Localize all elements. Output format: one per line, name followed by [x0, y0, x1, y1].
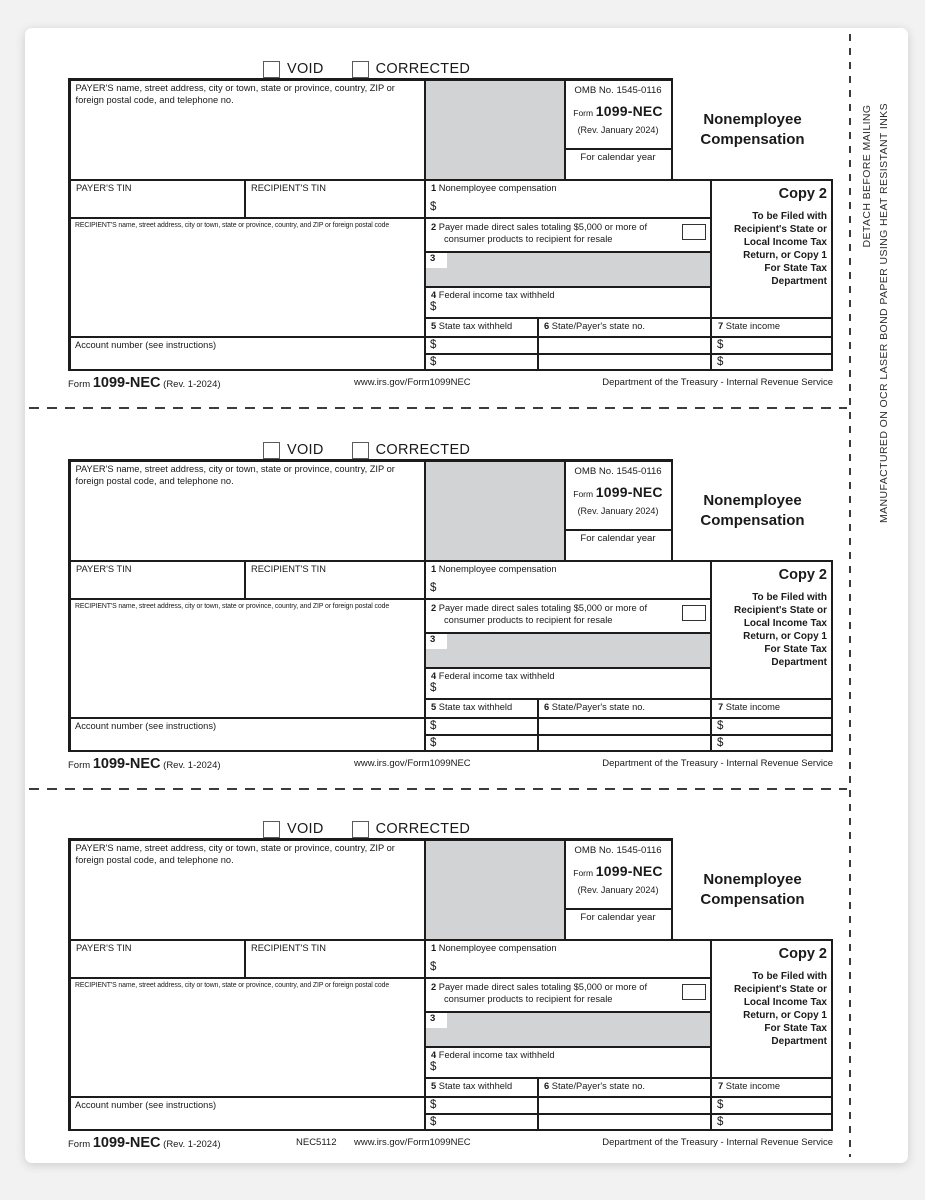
footer-department: Department of the Treasury - Internal Revenue Service	[602, 758, 833, 769]
copy-label: Copy 2	[778, 946, 827, 962]
payer-name-label: PAYER'S name, street address, city or town, state or province, country, ZIP or foreign postal code, and telephone no.	[75, 843, 395, 865]
form-footer	[68, 1133, 833, 1153]
footer-form-word: Form	[68, 1139, 91, 1150]
box4-field[interactable]	[426, 668, 710, 697]
void-corrected-row	[263, 820, 470, 838]
vertical-perforation-line	[849, 34, 851, 1157]
form-code: NEC5112	[296, 1137, 337, 1148]
copy2-block	[712, 941, 827, 1075]
box5-entry-row2[interactable]: $	[430, 356, 437, 368]
form-number: 1099-NEC	[595, 862, 663, 879]
border-line	[425, 1077, 833, 1079]
border-line	[537, 317, 539, 371]
payer-tin-field[interactable]	[71, 940, 243, 976]
box5-entry-row1[interactable]: $	[430, 720, 437, 732]
copy-statement-line: To be Filed with	[752, 592, 827, 604]
detach-before-mailing-note: DETACH BEFORE MAILING	[861, 104, 873, 248]
box7-entry-row1[interactable]: $	[717, 1099, 724, 1111]
box3-number: 3	[426, 1013, 447, 1028]
omb-box	[565, 463, 671, 529]
form-table	[68, 78, 833, 371]
border-line	[537, 698, 539, 752]
calendar-year-label: For calendar year	[580, 152, 656, 163]
horizontal-perforation-line-1	[29, 407, 847, 409]
box7-entry-row1[interactable]: $	[717, 339, 724, 351]
box2-checkbox[interactable]	[682, 605, 706, 621]
box1-field[interactable]	[426, 561, 710, 597]
border-line	[565, 908, 672, 910]
border-line	[425, 353, 833, 355]
form-word: Form	[573, 867, 594, 878]
recipient-name-label: RECIPIENT'S name, street address, city or town, state or province, country, and ZIP or foreign postal code	[75, 222, 390, 229]
box6-label-cell	[539, 702, 709, 718]
corrected-label: CORRECTED	[375, 442, 471, 458]
void-checkbox[interactable]	[263, 821, 280, 838]
border-line	[671, 78, 673, 179]
form-title	[672, 80, 833, 179]
copy-statement-line: Local Income Tax	[743, 237, 827, 249]
border-line	[425, 698, 833, 700]
account-number-label: Account number (see instructions)	[75, 721, 217, 731]
copy2-block	[712, 181, 827, 315]
box4-number: 4	[431, 671, 437, 681]
copy-statement-line: For State Tax	[764, 263, 827, 275]
box2-label-line1: Payer made direct sales totaling $5,000 or more of	[438, 603, 648, 613]
box4-label: Federal income tax withheld	[438, 671, 555, 681]
form-title	[672, 840, 833, 939]
border-line	[565, 148, 672, 150]
box6-entry-row1[interactable]	[539, 719, 709, 734]
box2-label-line1: Payer made direct sales totaling $5,000 or more of	[438, 222, 648, 232]
box4-dollar-sign: $	[430, 1060, 437, 1073]
border-line	[564, 459, 566, 560]
shaded-box-top	[425, 838, 565, 939]
border-line	[710, 939, 712, 1131]
box5-label-cell	[426, 702, 536, 718]
void-corrected-row	[263, 441, 470, 459]
border-line	[244, 560, 246, 598]
calendar-year-field[interactable]	[565, 148, 671, 179]
box4-field[interactable]	[426, 287, 710, 316]
border-line	[425, 286, 711, 288]
box2-checkbox[interactable]	[682, 224, 706, 240]
form-1099-nec-copy	[68, 443, 833, 775]
box7-label-cell	[713, 702, 831, 718]
recipient-name-label: RECIPIENT'S name, street address, city or town, state or province, country, and ZIP or foreign postal code	[75, 603, 390, 610]
corrected-checkbox[interactable]	[352, 61, 369, 78]
form-number: 1099-NEC	[595, 102, 663, 119]
box2-label-line2: consumer products to recipient for resale	[444, 233, 613, 244]
copy-statement-line: Return, or Copy 1	[743, 1010, 827, 1022]
footer-form-word: Form	[68, 379, 91, 390]
form-title-line1: Nonemployee	[703, 111, 802, 128]
border-line	[831, 560, 834, 752]
box6-label: State/Payer's state no.	[551, 1081, 646, 1091]
border-line	[425, 1113, 833, 1115]
box2-label-line1: Payer made direct sales totaling $5,000 or more of	[438, 982, 648, 992]
footer-revision: (Rev. 1-2024)	[163, 1139, 221, 1150]
recipient-name-field[interactable]	[70, 600, 423, 716]
box5-entry-row1[interactable]: $	[430, 1099, 437, 1111]
box1-number: 1	[431, 943, 437, 953]
box7-entry-row2[interactable]: $	[717, 1116, 724, 1128]
recipient-tin-label: RECIPIENT'S TIN	[251, 564, 326, 574]
border-line	[710, 560, 712, 752]
recipient-tin-field[interactable]	[246, 180, 423, 216]
border-line	[424, 78, 426, 371]
border-line	[831, 179, 834, 371]
border-line	[68, 179, 833, 181]
box7-number: 7	[718, 702, 724, 712]
box1-field[interactable]	[426, 940, 710, 976]
box7-label: State income	[725, 1081, 781, 1091]
copy-label: Copy 2	[778, 186, 827, 202]
box1-label: Nonemployee compensation	[438, 564, 557, 574]
border-line	[68, 939, 833, 941]
box6-entry-row1[interactable]	[539, 1098, 709, 1113]
footer-form-id	[68, 756, 221, 772]
box7-entry-row2[interactable]: $	[717, 737, 724, 749]
copy-statement-line: For State Tax	[764, 644, 827, 656]
box5-entry-row2[interactable]: $	[430, 1116, 437, 1128]
border-line	[425, 1011, 711, 1013]
revision: (Rev. January 2024)	[577, 506, 659, 517]
footer-revision: (Rev. 1-2024)	[163, 760, 221, 771]
box4-number: 4	[431, 1050, 437, 1060]
form-footer	[68, 373, 833, 393]
recipient-tin-label: RECIPIENT'S TIN	[251, 183, 326, 193]
box6-label-cell	[539, 321, 709, 337]
border-line	[537, 1077, 539, 1131]
copy2-block	[712, 562, 827, 696]
copy-statement-line: To be Filed with	[752, 971, 827, 983]
box7-label: State income	[725, 702, 781, 712]
form-table	[68, 459, 833, 752]
border-line	[68, 1096, 833, 1098]
box6-number: 6	[544, 1081, 550, 1091]
box4-dollar-sign: $	[430, 300, 437, 313]
box1-label: Nonemployee compensation	[438, 183, 557, 193]
copy-statement-line: Return, or Copy 1	[743, 250, 827, 262]
footer-form-number: 1099-NEC	[92, 1135, 161, 1151]
revision: (Rev. January 2024)	[577, 125, 659, 136]
payer-name-label: PAYER'S name, street address, city or town, state or province, country, ZIP or foreign postal code, and telephone no.	[75, 83, 395, 105]
corrected-checkbox[interactable]	[352, 821, 369, 838]
copy-statement-line: Local Income Tax	[743, 997, 827, 1009]
box6-number: 6	[544, 321, 550, 331]
border-line	[424, 459, 426, 752]
footer-form-id	[68, 1135, 221, 1151]
border-line	[425, 734, 833, 736]
account-number-field[interactable]	[70, 718, 423, 750]
form-title-line2: Compensation	[700, 890, 805, 908]
border-line	[68, 217, 711, 219]
form-1099-nec-copy	[68, 822, 833, 1154]
void-checkbox[interactable]	[263, 61, 280, 78]
copy-statement-line: Recipient's State or	[734, 605, 827, 617]
form-title-line1: Nonemployee	[703, 492, 802, 509]
box3-shaded-area	[425, 252, 711, 286]
border-line	[425, 251, 711, 253]
form-title-line1: Nonemployee	[703, 871, 802, 888]
recipient-name-field[interactable]	[70, 219, 423, 335]
box7-entry-row1[interactable]: $	[717, 720, 724, 732]
box4-label: Federal income tax withheld	[438, 1050, 555, 1060]
box5-entry-row1[interactable]: $	[430, 339, 437, 351]
border-line	[710, 179, 712, 371]
void-label: VOID	[287, 821, 324, 837]
box4-field[interactable]	[426, 1047, 710, 1076]
box2-number: 2	[431, 982, 437, 992]
payer-tin-label: PAYER'S TIN	[76, 943, 132, 953]
payer-name-field[interactable]	[71, 840, 423, 938]
form-number-line	[565, 103, 671, 121]
copy-statement-line: Local Income Tax	[743, 618, 827, 630]
box4-label: Federal income tax withheld	[438, 290, 555, 300]
border-line	[68, 336, 833, 338]
border-line	[68, 459, 672, 462]
border-line	[68, 369, 833, 372]
box1-label: Nonemployee compensation	[438, 943, 557, 953]
box6-number: 6	[544, 702, 550, 712]
border-line	[564, 78, 566, 179]
border-line	[68, 838, 71, 1131]
border-line	[671, 838, 673, 939]
copy-statement-line: Department	[771, 657, 827, 669]
border-line	[831, 939, 834, 1131]
payer-tin-label: PAYER'S TIN	[76, 564, 132, 574]
footer-department: Department of the Treasury - Internal Revenue Service	[602, 1137, 833, 1148]
box3-shaded-area	[425, 1012, 711, 1046]
border-line	[425, 1046, 711, 1048]
recipient-tin-label: RECIPIENT'S TIN	[251, 943, 326, 953]
box1-dollar-sign: $	[430, 960, 437, 973]
form-footer	[68, 754, 833, 774]
void-corrected-row	[263, 60, 470, 78]
box2-field	[426, 979, 710, 1010]
box1-number: 1	[431, 564, 437, 574]
border-line	[424, 838, 426, 1131]
footer-form-id	[68, 375, 221, 391]
border-line	[425, 667, 711, 669]
payer-name-field[interactable]	[71, 461, 423, 559]
calendar-year-label: For calendar year	[580, 533, 656, 544]
border-line	[68, 717, 833, 719]
box6-entry-row1[interactable]	[539, 338, 709, 353]
border-line	[425, 632, 711, 634]
box5-label: State tax withheld	[438, 321, 513, 331]
recipient-name-field[interactable]	[70, 979, 423, 1095]
payer-tin-field[interactable]	[71, 561, 243, 597]
copy-statement-line: Recipient's State or	[734, 224, 827, 236]
box1-dollar-sign: $	[430, 581, 437, 594]
box2-number: 2	[431, 222, 437, 232]
recipient-tin-field[interactable]	[246, 940, 423, 976]
copy-statement-line: Return, or Copy 1	[743, 631, 827, 643]
box7-label: State income	[725, 321, 781, 331]
copy-statement	[712, 970, 827, 1048]
copy-statement-line: Recipient's State or	[734, 984, 827, 996]
border-line	[244, 179, 246, 217]
border-line	[68, 838, 672, 841]
box2-field	[426, 600, 710, 631]
form-title-line2: Compensation	[700, 511, 805, 529]
border-line	[68, 750, 833, 753]
calendar-year-field[interactable]	[565, 529, 671, 560]
shaded-box-top	[425, 78, 565, 179]
box7-number: 7	[718, 1081, 724, 1091]
box5-number: 5	[431, 1081, 437, 1091]
copy-statement-line: Department	[771, 276, 827, 288]
footer-url: www.irs.gov/Form1099NEC	[354, 758, 471, 769]
box7-number: 7	[718, 321, 724, 331]
box5-number: 5	[431, 321, 437, 331]
border-line	[68, 78, 71, 371]
footer-url: www.irs.gov/Form1099NEC	[354, 377, 471, 388]
border-line	[671, 459, 673, 560]
box7-entry-row2[interactable]: $	[717, 356, 724, 368]
recipient-name-label: RECIPIENT'S name, street address, city or town, state or province, country, and ZIP or foreign postal code	[75, 982, 390, 989]
form-table	[68, 838, 833, 1131]
void-label: VOID	[287, 61, 324, 77]
omb-number: OMB No. 1545-0116	[574, 466, 662, 477]
box1-number: 1	[431, 183, 437, 193]
border-line	[68, 560, 833, 562]
footer-revision: (Rev. 1-2024)	[163, 379, 221, 390]
payer-name-field[interactable]	[71, 80, 423, 178]
footer-form-number: 1099-NEC	[92, 756, 161, 772]
box2-label-line2: consumer products to recipient for resale	[444, 993, 613, 1004]
corrected-checkbox[interactable]	[352, 442, 369, 459]
omb-number: OMB No. 1545-0116	[574, 845, 662, 856]
manufactured-note: MANUFACTURED ON OCR LASER BOND PAPER USING HEAT RESISTANT INKS	[878, 103, 890, 523]
payer-name-label: PAYER'S name, street address, city or town, state or province, country, ZIP or foreign postal code, and telephone no.	[75, 464, 395, 486]
box1-field[interactable]	[426, 180, 710, 216]
box5-entry-row2[interactable]: $	[430, 737, 437, 749]
border-line	[244, 939, 246, 977]
box7-label-cell	[713, 1081, 831, 1097]
account-number-label: Account number (see instructions)	[75, 340, 217, 350]
calendar-year-label: For calendar year	[580, 912, 656, 923]
box5-label: State tax withheld	[438, 1081, 513, 1091]
form-number: 1099-NEC	[595, 483, 663, 500]
footer-department: Department of the Treasury - Internal Revenue Service	[602, 377, 833, 388]
border-line	[68, 459, 71, 752]
form-word: Form	[573, 488, 594, 499]
box5-number: 5	[431, 702, 437, 712]
box4-number: 4	[431, 290, 437, 300]
shaded-box-top	[425, 459, 565, 560]
box6-label: State/Payer's state no.	[551, 702, 646, 712]
corrected-label: CORRECTED	[375, 821, 471, 837]
border-line	[564, 838, 566, 939]
border-line	[565, 529, 672, 531]
box4-dollar-sign: $	[430, 681, 437, 694]
box3-number: 3	[426, 634, 447, 649]
horizontal-perforation-line-2	[29, 788, 847, 790]
copy-statement-line: For State Tax	[764, 1023, 827, 1035]
box2-number: 2	[431, 603, 437, 613]
payer-tin-label: PAYER'S TIN	[76, 183, 132, 193]
box5-label-cell	[426, 1081, 536, 1097]
box5-label: State tax withheld	[438, 702, 513, 712]
void-checkbox[interactable]	[263, 442, 280, 459]
box5-label-cell	[426, 321, 536, 337]
form-number-line	[565, 484, 671, 502]
account-number-field[interactable]	[70, 1097, 423, 1129]
form-number-line	[565, 863, 671, 881]
revision: (Rev. January 2024)	[577, 885, 659, 896]
void-label: VOID	[287, 442, 324, 458]
box6-label-cell	[539, 1081, 709, 1097]
box7-label-cell	[713, 321, 831, 337]
copy-statement	[712, 210, 827, 288]
box2-label-line2: consumer products to recipient for resale	[444, 614, 613, 625]
form-title	[672, 461, 833, 560]
footer-form-word: Form	[68, 760, 91, 771]
omb-number: OMB No. 1545-0116	[574, 85, 662, 96]
omb-box	[565, 82, 671, 148]
payer-tin-field[interactable]	[71, 180, 243, 216]
calendar-year-field[interactable]	[565, 908, 671, 939]
form-title-line2: Compensation	[700, 130, 805, 148]
border-line	[68, 78, 672, 81]
omb-box	[565, 842, 671, 908]
border-line	[425, 317, 833, 319]
corrected-label: CORRECTED	[375, 61, 471, 77]
copy-statement	[712, 591, 827, 669]
border-line	[68, 598, 711, 600]
sheet	[25, 28, 908, 1163]
box6-label: State/Payer's state no.	[551, 321, 646, 331]
box2-field	[426, 219, 710, 250]
account-number-label: Account number (see instructions)	[75, 1100, 217, 1110]
footer-url: www.irs.gov/Form1099NEC	[354, 1137, 471, 1148]
recipient-tin-field[interactable]	[246, 561, 423, 597]
account-number-field[interactable]	[70, 337, 423, 369]
box2-checkbox[interactable]	[682, 984, 706, 1000]
form-word: Form	[573, 107, 594, 118]
footer-form-number: 1099-NEC	[92, 375, 161, 391]
box3-shaded-area	[425, 633, 711, 667]
copy-statement-line: To be Filed with	[752, 211, 827, 223]
form-1099-nec-copy	[68, 62, 833, 394]
copy-statement-line: Department	[771, 1036, 827, 1048]
box3-number: 3	[426, 253, 447, 268]
border-line	[68, 1129, 833, 1132]
border-line	[68, 977, 711, 979]
box1-dollar-sign: $	[430, 200, 437, 213]
copy-label: Copy 2	[778, 567, 827, 583]
